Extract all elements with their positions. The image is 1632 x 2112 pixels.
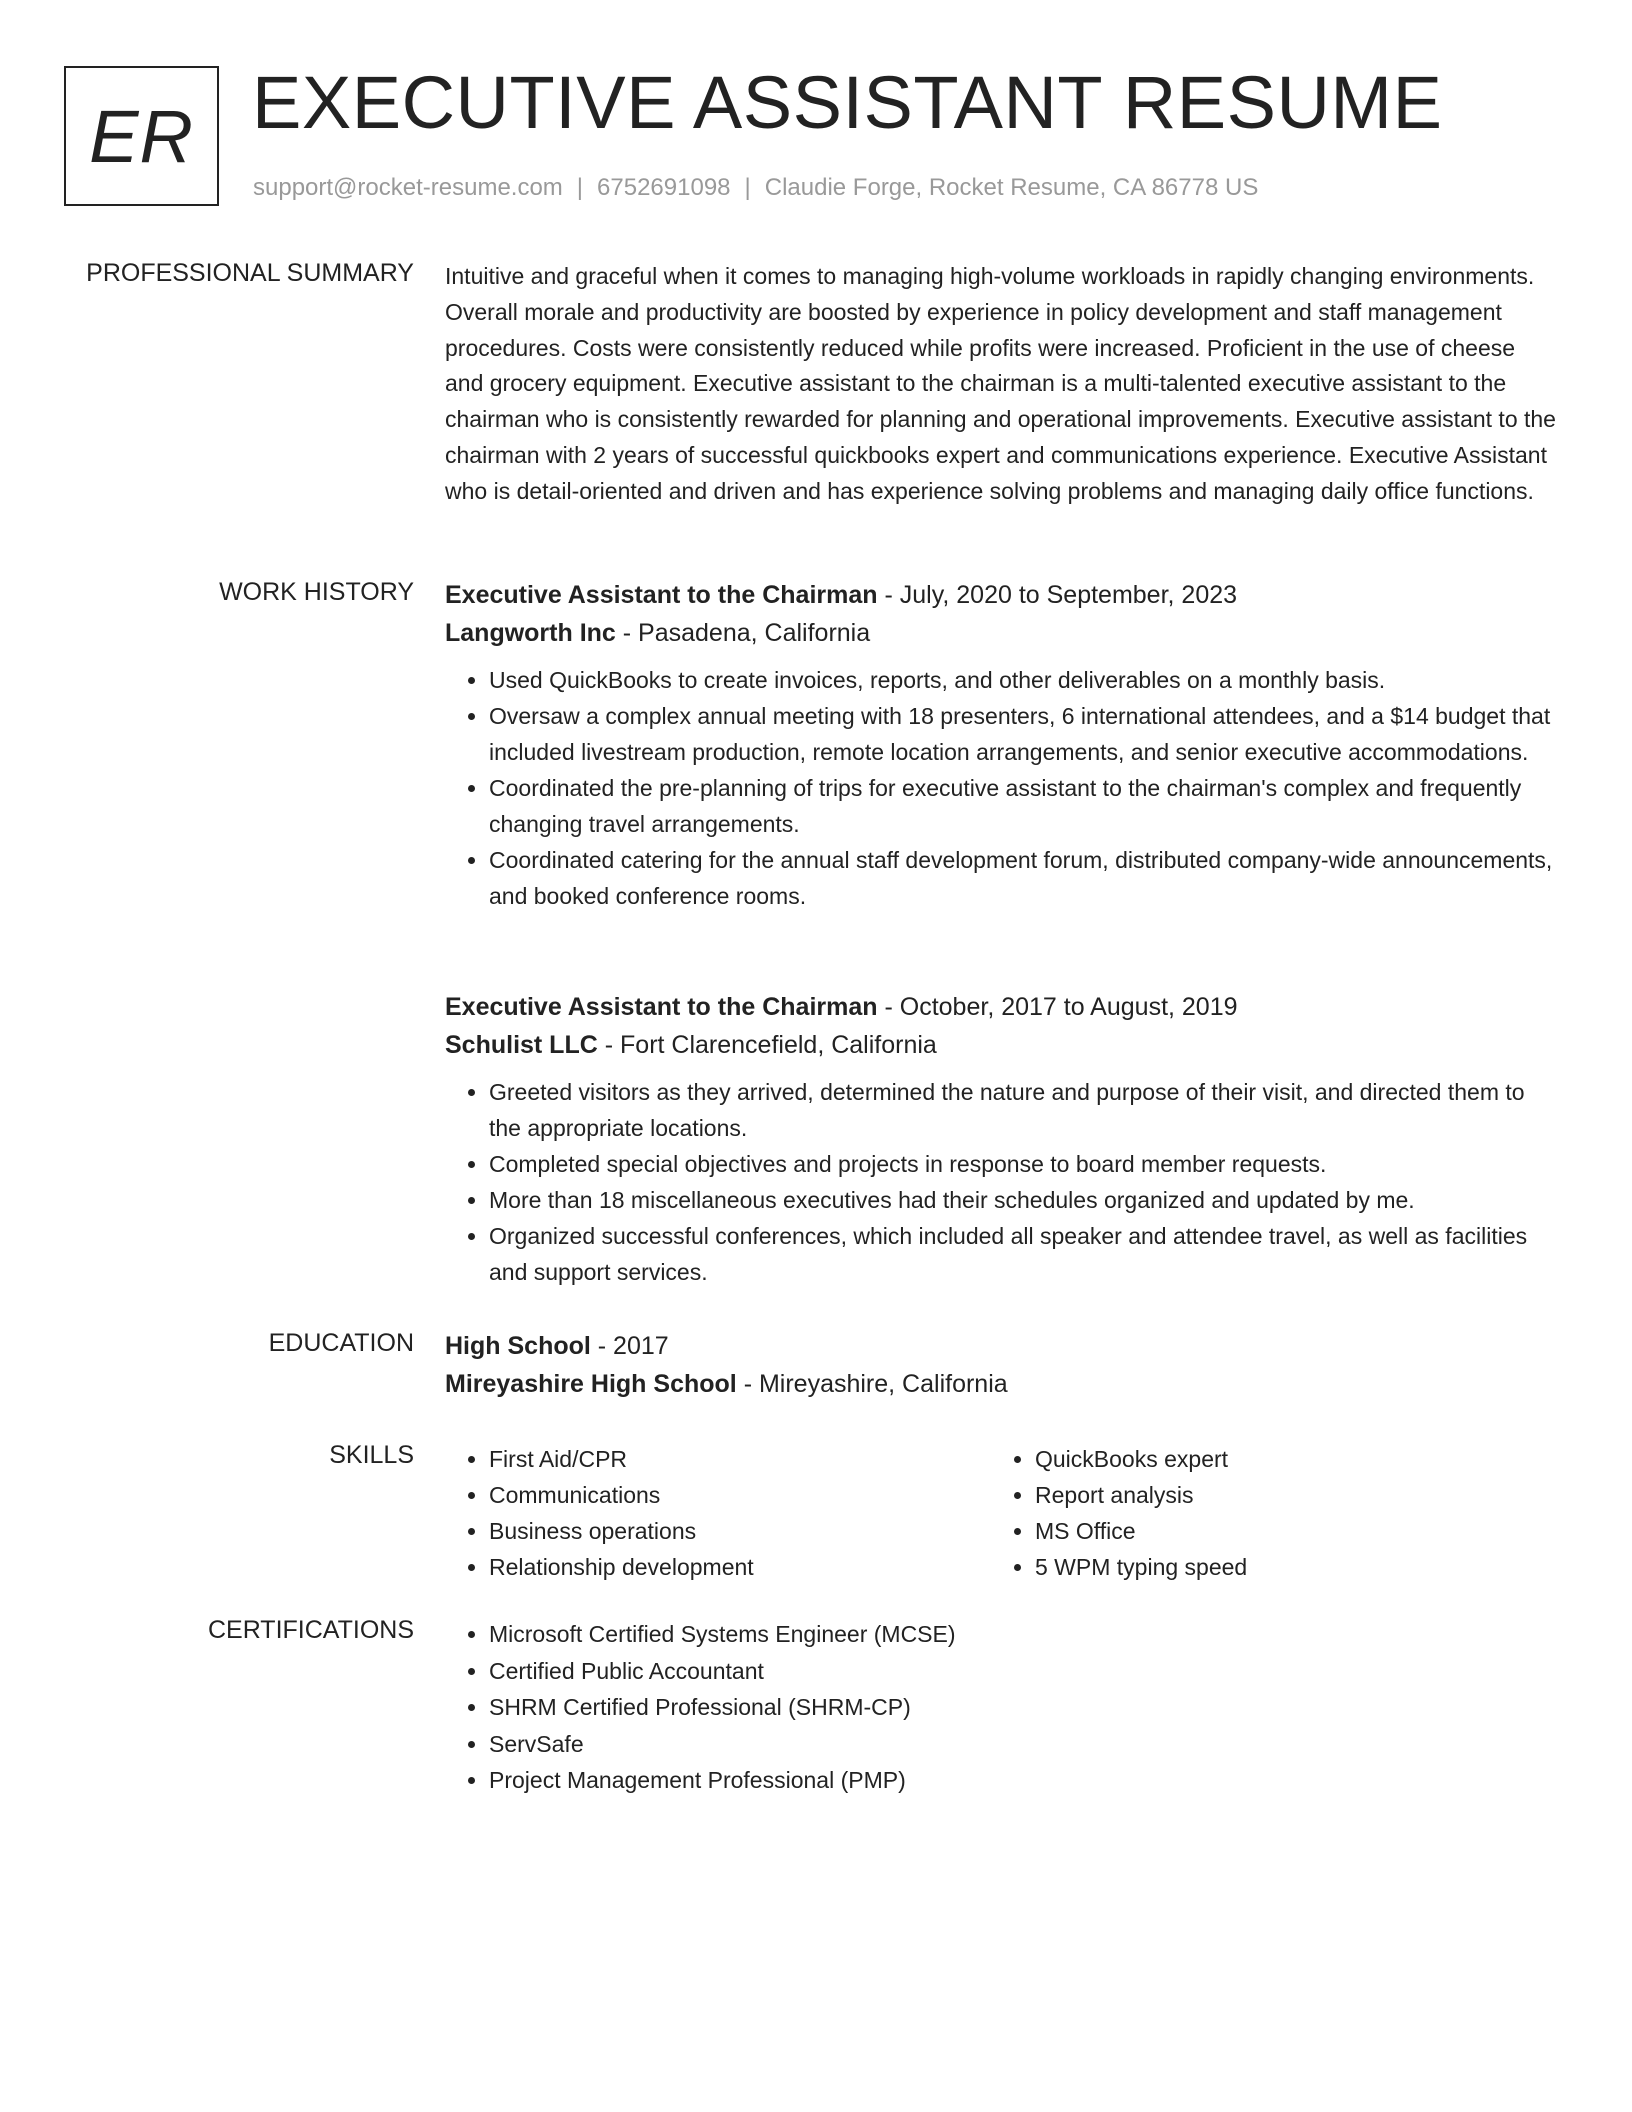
education-degree-line xyxy=(445,1327,1557,1365)
job-bullets xyxy=(445,662,1557,914)
skills-body xyxy=(445,1441,1557,1585)
list-item: • Business operations xyxy=(489,1513,991,1549)
list-item: • QuickBooks expert xyxy=(1035,1441,1537,1477)
education-school-line xyxy=(445,1365,1557,1403)
job-title: Executive Assistant to the Chairman xyxy=(445,993,878,1021)
certifications-list xyxy=(445,1616,1557,1799)
list-item: • Certified Public Accountant xyxy=(489,1653,1557,1690)
list-item: • MS Office xyxy=(1035,1513,1537,1549)
skills-list-right xyxy=(991,1441,1537,1585)
list-item: • Microsoft Certified Systems Engineer (MCSE) xyxy=(489,1616,1557,1653)
list-item: • Completed special objectives and projects in response to board member requests. xyxy=(489,1146,1557,1182)
job-title-line xyxy=(445,988,1557,1026)
education-year: - 2017 xyxy=(590,1332,669,1360)
list-item: • Communications xyxy=(489,1477,991,1513)
certifications-body xyxy=(445,1616,1557,1799)
list-item: • 5 WPM typing speed xyxy=(1035,1549,1537,1585)
job-location: - Pasadena, California xyxy=(615,619,871,647)
contact-email: support@rocket-resume.com xyxy=(253,174,563,201)
list-item: • Oversaw a complex annual meeting with 18 presenters, 6 international attendees, and a $14 budget that included livestream production, remote location arrangements, and senior executive accommodations. xyxy=(489,698,1557,770)
list-item: • Project Management Professional (PMP) xyxy=(489,1762,1557,1799)
list-item: • Used QuickBooks to create invoices, reports, and other deliverables on a monthly basis. xyxy=(489,662,1557,698)
list-item: • Organized successful conferences, which included all speaker and attendee travel, as well as facilities and support services. xyxy=(489,1218,1557,1290)
job-entry xyxy=(445,988,1557,1290)
list-item: • ServSafe xyxy=(489,1726,1557,1763)
job-bullets xyxy=(445,1074,1557,1290)
list-item: • Relationship development xyxy=(489,1549,991,1585)
education-degree: High School xyxy=(445,1332,591,1360)
job-company-line xyxy=(445,614,1557,652)
education-school: Mireyashire High School xyxy=(445,1370,737,1398)
list-item: • Coordinated the pre-planning of trips for executive assistant to the chairman's complex and frequently changing travel arrangements. xyxy=(489,770,1557,842)
job-location: - Fort Clarencefield, California xyxy=(597,1031,937,1059)
education-body xyxy=(445,1327,1557,1403)
education-location: - Mireyashire, California xyxy=(736,1370,1008,1398)
section-label-work-history: WORK HISTORY xyxy=(219,578,414,606)
summary-text: Intuitive and graceful when it comes to managing high-volume workloads in rapidly changing environments. Overall morale and productivity are boosted by experience in policy development and staff management procedures. Costs were consistently reduced while profits were increased. Proficient in the use of cheese and grocery equipment. Executive assistant to the chairman is a multi-talented executive assistant to the chairman who is consistently rewarded for planning and operational improvements. Executive assistant to the chairman with 2 years of successful quickbooks expert and communications experience. Executive Assistant who is detail-oriented and driven and has experience solving problems and managing daily office functions. xyxy=(445,263,1556,504)
contact-separator: | xyxy=(744,174,751,201)
list-item: • Report analysis xyxy=(1035,1477,1537,1513)
job-title: Executive Assistant to the Chairman xyxy=(445,581,878,609)
job-company-line xyxy=(445,1026,1557,1064)
list-item: • SHRM Certified Professional (SHRM-CP) xyxy=(489,1689,1557,1726)
contact-line xyxy=(253,174,1258,202)
monogram-logo: ER xyxy=(64,66,219,206)
contact-address: Claudie Forge, Rocket Resume, CA 86778 US xyxy=(764,174,1259,201)
summary-body xyxy=(445,259,1557,510)
skills-list-left xyxy=(445,1441,991,1585)
section-label-education: EDUCATION xyxy=(268,1329,414,1357)
contact-separator: | xyxy=(576,174,584,201)
contact-phone: 6752691098 xyxy=(597,174,731,201)
job-company: Schulist LLC xyxy=(445,1031,598,1059)
section-label-skills: SKILLS xyxy=(329,1441,414,1469)
job-company: Langworth Inc xyxy=(445,619,616,647)
job-dates: - July, 2020 to September, 2023 xyxy=(877,581,1238,609)
job-title-line xyxy=(445,576,1557,614)
list-item: • Greeted visitors as they arrived, determined the nature and purpose of their visit, and directed them to the appropriate locations. xyxy=(489,1074,1557,1146)
resume-header xyxy=(64,61,1564,216)
list-item: • More than 18 miscellaneous executives had their schedules organized and updated by me. xyxy=(489,1182,1557,1218)
job-dates: - October, 2017 to August, 2019 xyxy=(877,993,1238,1021)
job-entry xyxy=(445,576,1557,914)
section-label-certifications: CERTIFICATIONS xyxy=(207,1616,414,1644)
list-item: • First Aid/CPR xyxy=(489,1441,991,1477)
skills-grid xyxy=(445,1441,1557,1585)
resume-title: EXECUTIVE ASSISTANT RESUME xyxy=(252,61,1443,144)
list-item: • Coordinated catering for the annual staff development forum, distributed company-wide announcements, and booked conference rooms. xyxy=(489,842,1557,914)
section-label-summary: PROFESSIONAL SUMMARY xyxy=(86,259,414,287)
